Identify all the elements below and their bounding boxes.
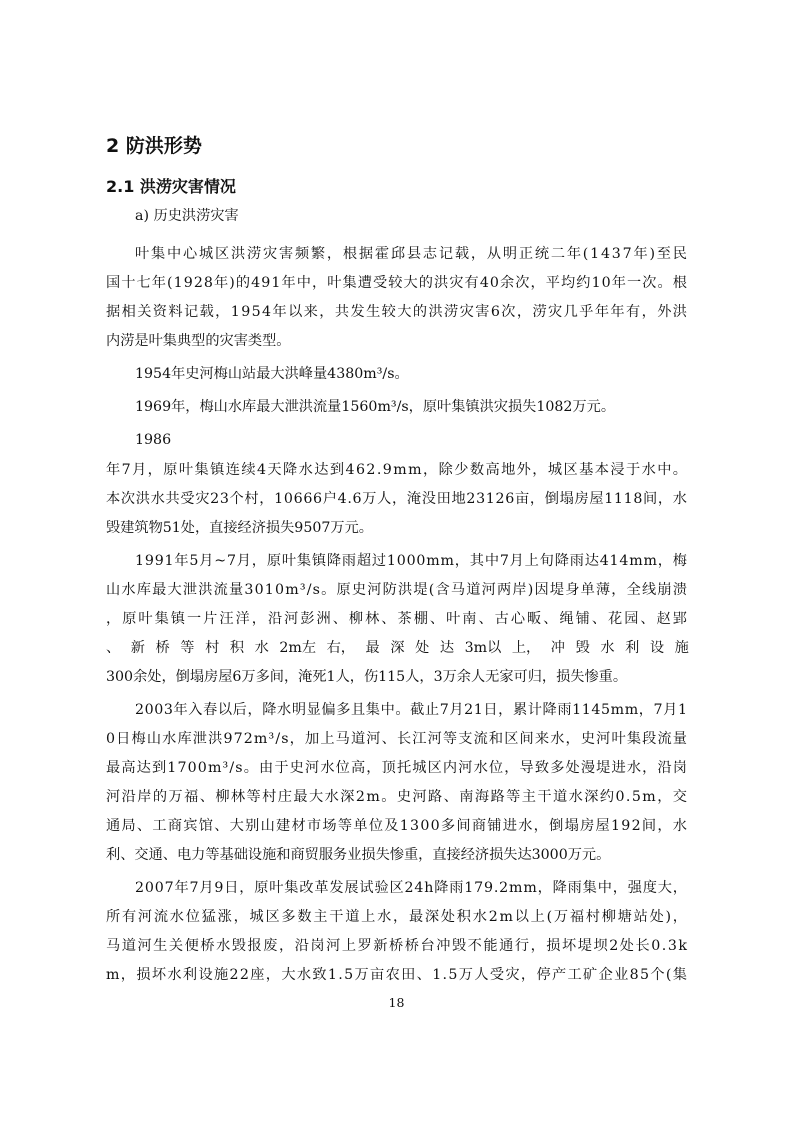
spaced-glyph: 水: [600, 640, 615, 656]
paragraph-line: 300余处，倒塌房屋6万多间，淹死1人，伤115人，3万余人无家可归，损失惨重。: [106, 669, 628, 685]
paragraph-line: 2003年入春以后，降水明显偏多且集中。截止7月21日，累计降雨1145mm，7月1: [135, 702, 688, 718]
paragraph-line: 内涝是叶集典型的灾害类型。: [106, 333, 291, 349]
page-number: 18: [388, 995, 405, 1010]
subsection-heading: 2.1 洪涝灾害情况: [106, 177, 236, 196]
spaced-glyph: 上，: [511, 640, 541, 656]
paragraph-line: 据相关资料记载，1954年以来，共发生较大的洪涝灾害6次，涝灾几乎年年有，外洪: [106, 304, 689, 320]
paragraph-line: 最高达到1700m³/s。由于史河水位高，顶托城区内河水位，导致多处漫堤进水，沿岗: [106, 760, 689, 776]
spaced-glyph: 积: [229, 640, 245, 656]
paragraph-line: 通局、工商宾馆、大别山建材市场等单位及1300多间商铺进水，倒塌房屋192间，水: [106, 818, 689, 834]
spaced-glyph: 右，: [326, 640, 355, 656]
spaced-glyph: 水: [254, 640, 269, 656]
paragraph-line: 本次洪水共受灾23个村，10666户4.6万人，淹没田地23126亩，倒塌房屋1118间，水: [106, 491, 688, 507]
paragraph-line: m，损坏水利设施22座，大水致1.5万亩农田、1.5万人受灾，停产工矿企业85个(集: [106, 967, 689, 983]
paragraph-line: 山水库最大泄洪流量3010m³/s。原史河防洪堤(含马道河两岸)因堤身单薄，全线崩溃: [106, 582, 689, 598]
spaced-glyph: 利: [625, 640, 640, 656]
paragraph-line: 马道河生关便桥水毁报废，沿岗河上罗新桥桥台冲毁不能通行，损坏堤坝2处长0.3k: [106, 938, 689, 954]
spaced-glyph: 深: [390, 640, 405, 656]
paragraph-line: 年7月，原叶集镇连续4天降水达到462.9mm，除少数高地外，城区基本浸于水中。: [106, 462, 689, 478]
paragraph-line: 河沿岸的万福、柳林等村庄最大水深2m。史河路、南海路等主干道水深约0.5m，交: [106, 789, 689, 805]
spaced-glyph: 施: [674, 640, 689, 656]
paragraph-line: 毁建筑物51处，直接经济损失9507万元。: [106, 520, 373, 536]
spaced-glyph: 3m以: [464, 640, 502, 656]
spaced-glyph: 2m左: [279, 640, 317, 656]
spaced-glyph: 毁: [575, 640, 590, 656]
spaced-glyph: 最: [365, 640, 380, 656]
section-heading: 2 防洪形势: [106, 135, 202, 157]
paragraph-line: 0日梅山水库泄洪972m³/s，加上马道河、长江河等支流和区间来水，史河叶集段流量: [106, 731, 689, 747]
spaced-glyph: 桥: [155, 640, 170, 656]
paragraph-line: 1969年，梅山水库最大泄洪流量1560m³/s，原叶集镇洪灾损失1082万元。: [135, 399, 616, 415]
paragraph-line: 1954年史河梅山站最大洪峰量4380m³/s。: [135, 366, 409, 382]
spaced-glyph: 处: [415, 640, 430, 656]
spaced-glyph: 等: [180, 640, 195, 656]
spaced-glyph: 达: [439, 640, 455, 656]
item-heading: a) 历史洪涝灾害: [135, 208, 239, 224]
spaced-glyph: 村: [205, 640, 220, 656]
paragraph-line: ，原叶集镇一片汪洋，沿河彭洲、柳林、茶棚、叶南、古心畈、绳铺、花园、赵郢: [106, 611, 689, 627]
paragraph-line: 国十七年(1928年)的491年中，叶集遭受较大的洪灾有40余次，平均约10年一次。根: [106, 275, 689, 291]
paragraph-line: 利、交通、电力等基础设施和商贸服务业损失惨重，直接经济损失达3000万元。: [106, 847, 611, 863]
spaced-glyph: 冲: [550, 640, 565, 656]
spaced-glyph: 新: [130, 640, 145, 656]
paragraph-line: 1986: [135, 432, 172, 448]
paragraph-line: 1991年5月~7月，原叶集镇降雨超过1000mm，其中7月上旬降雨达414mm，梅: [135, 553, 688, 569]
paragraph-line: [106, 638, 689, 658]
paragraph-line: 2007年7月9日，原叶集改革发展试验区24h降雨179.2mm，降雨集中，强度大，: [135, 880, 688, 896]
paragraph-line: 叶集中心城区洪涝灾害频繁，根据霍邱县志记载，从明正统二年(1437年)至民: [135, 246, 689, 262]
spaced-glyph: 、: [106, 640, 121, 656]
paragraph-line: 所有河流水位猛涨，城区多数主干道上水，最深处积水2m以上(万福村柳塘站处)，: [106, 909, 689, 925]
spaced-glyph: 设: [649, 640, 665, 656]
